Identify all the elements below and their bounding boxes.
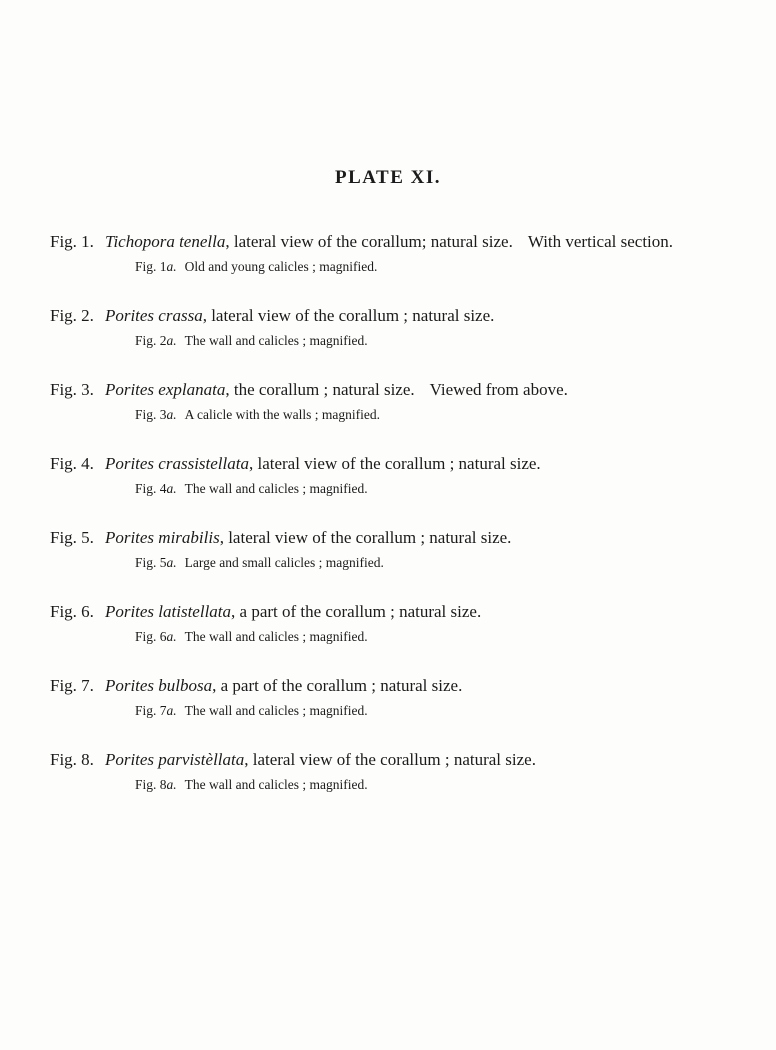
species-name: Porites explanata xyxy=(104,380,226,399)
species-name: Porites crassistellata xyxy=(104,454,249,473)
figure-main-line xyxy=(50,748,748,772)
subfigure-line xyxy=(135,553,748,572)
figure-description: , a part of the corallum ; natural size. xyxy=(231,602,482,621)
subfigure-text: The wall and calicles ; magnified. xyxy=(184,703,368,718)
figure-label: Fig. 4. xyxy=(50,454,94,473)
figure-entry-7 xyxy=(50,674,748,720)
subfigure-letter: a. xyxy=(166,777,177,792)
subfigure-line xyxy=(135,479,748,498)
subfigure-letter: a. xyxy=(166,629,177,644)
figure-label: Fig. 2. xyxy=(50,306,94,325)
figure-label: Fig. 7. xyxy=(50,676,94,695)
subfigure-text: The wall and calicles ; magnified. xyxy=(184,333,368,348)
species-name: Porites crassa xyxy=(104,306,203,325)
figure-note: With vertical section. xyxy=(527,232,674,251)
figure-main-line xyxy=(50,378,748,402)
subfigure-label: Fig. 6 xyxy=(135,629,167,644)
subfigure-label: Fig. 1 xyxy=(135,259,167,274)
subfigure-text: The wall and calicles ; magnified. xyxy=(184,777,368,792)
figure-description: , lateral view of the corallum ; natural size. xyxy=(244,750,536,769)
subfigure-label: Fig. 4 xyxy=(135,481,167,496)
plate-title: PLATE XI. xyxy=(334,167,442,188)
figure-main-line xyxy=(50,526,748,550)
figure-description: , the corallum ; natural size. xyxy=(225,380,415,399)
species-name: Porites latistellata xyxy=(104,602,232,621)
subfigure-line xyxy=(135,405,748,424)
subfigure-text: A calicle with the walls ; magnified. xyxy=(184,407,380,422)
figure-entry-6 xyxy=(50,600,748,646)
subfigure-label: Fig. 2 xyxy=(135,333,167,348)
figure-label: Fig. 8. xyxy=(50,750,94,769)
figure-description: , lateral view of the corallum ; natural size. xyxy=(248,454,541,473)
subfigure-text: The wall and calicles ; magnified. xyxy=(184,481,368,496)
subfigure-line xyxy=(135,257,748,276)
figure-description: , lateral view of the corallum; natural size. xyxy=(225,232,513,251)
figure-main-line xyxy=(50,230,748,254)
figure-label: Fig. 1. xyxy=(50,232,94,251)
figure-description: , lateral view of the corallum ; natural size. xyxy=(219,528,512,547)
figure-entry-1 xyxy=(50,230,748,276)
figure-main-line xyxy=(50,304,748,328)
subfigure-line xyxy=(135,331,748,350)
figure-main-line xyxy=(50,452,748,476)
figure-entry-5 xyxy=(50,526,748,572)
figure-description: , lateral view of the corallum ; natural size. xyxy=(202,306,495,325)
figure-label: Fig. 6. xyxy=(50,602,94,621)
subfigure-letter: a. xyxy=(166,259,177,274)
figure-caption-list xyxy=(50,230,748,822)
subfigure-text: Old and young calicles ; magnified. xyxy=(184,259,378,274)
figure-entry-4 xyxy=(50,452,748,498)
subfigure-label: Fig. 8 xyxy=(135,777,167,792)
figure-label: Fig. 5. xyxy=(50,528,94,547)
figure-description: , a part of the corallum ; natural size. xyxy=(212,676,463,695)
figure-entry-8 xyxy=(50,748,748,794)
subfigure-label: Fig. 3 xyxy=(135,407,167,422)
figure-entry-3 xyxy=(50,378,748,424)
subfigure-text: Large and small calicles ; magnified. xyxy=(184,555,384,570)
species-name: Tichopora tenella xyxy=(104,232,226,251)
subfigure-label: Fig. 5 xyxy=(135,555,167,570)
subfigure-label: Fig. 7 xyxy=(135,703,167,718)
subfigure-letter: a. xyxy=(166,555,177,570)
species-name: Porites parvistèllata xyxy=(104,750,245,769)
subfigure-line xyxy=(135,627,748,646)
figure-note: Viewed from above. xyxy=(429,380,568,399)
figure-main-line xyxy=(50,600,748,624)
subfigure-letter: a. xyxy=(166,481,177,496)
subfigure-letter: a. xyxy=(166,703,177,718)
subfigure-text: The wall and calicles ; magnified. xyxy=(184,629,368,644)
subfigure-line xyxy=(135,775,748,794)
figure-label: Fig. 3. xyxy=(50,380,94,399)
figure-main-line xyxy=(50,674,748,698)
subfigure-letter: a. xyxy=(166,333,177,348)
species-name: Porites bulbosa xyxy=(104,676,213,695)
figure-entry-2 xyxy=(50,304,748,350)
subfigure-letter: a. xyxy=(166,407,177,422)
species-name: Porites mirabilis xyxy=(104,528,220,547)
subfigure-line xyxy=(135,701,748,720)
